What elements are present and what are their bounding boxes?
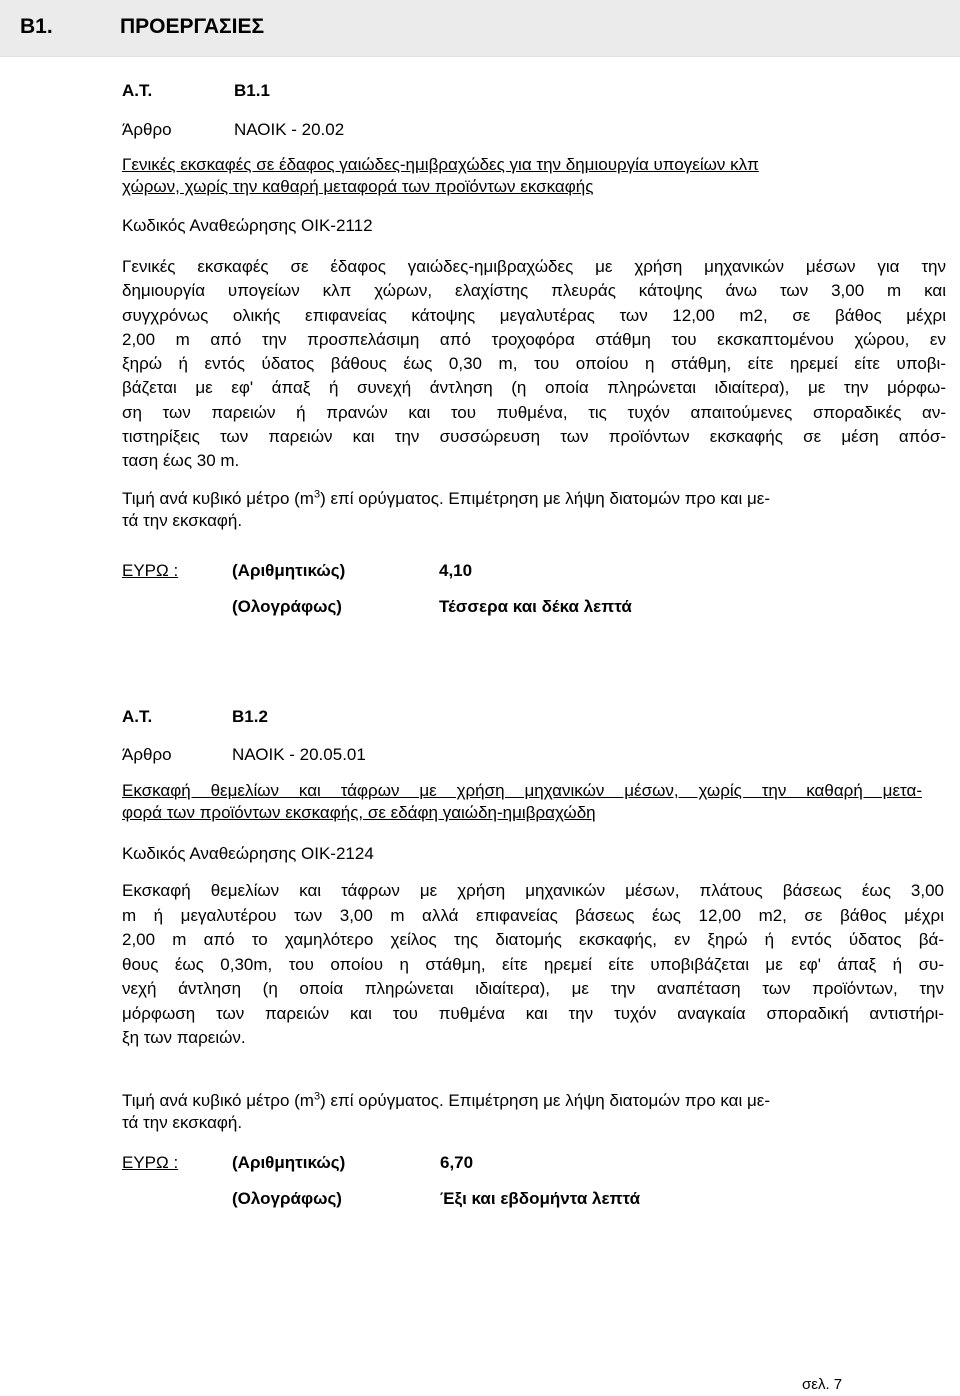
at-label: Α.Τ.	[122, 81, 153, 100]
description-line: ταση έως 30 m.	[122, 451, 240, 471]
page-number: σελ. 7	[802, 1376, 843, 1393]
price-unit-line	[122, 488, 944, 510]
section-number: B1.	[20, 15, 53, 38]
description-line: m ή μεγαλυτέρου των 3,00 m αλλά επιφανείας βάσεως έως 12,00 m2, σε βάθος μέχρι	[122, 905, 944, 925]
price-unit-line	[122, 1090, 944, 1112]
words-value: Έξι και εβδομήντα λεπτά	[440, 1189, 641, 1208]
item-title-line: φορά των προϊόντων εκσκαφής, σε εδάφη γαιώδη-ημιβραχώδη	[122, 803, 596, 822]
numeric-label: (Αριθμητικώς)	[232, 561, 346, 580]
price-unit-text	[122, 488, 770, 510]
price-unit-after: ) επί ορύγματος. Επιμέτρηση με λήψη διατομών προ και με-	[320, 1091, 770, 1110]
section-title: ΠΡΟΕΡΓΑΣΙΕΣ	[120, 15, 265, 38]
price-unit-before: Τιμή ανά κυβικό μέτρο (m	[122, 489, 314, 508]
description-line: 2,00 m από την προσπελάσιμη από τροχοφόρα στάθμη του εκσκαπτομένου χώρου, εν	[122, 329, 946, 349]
euro-label: ΕΥΡΩ :	[122, 561, 179, 580]
article-value: ΝΑΟΙΚ - 20.05.01	[232, 745, 366, 764]
description-line: βάζεται με εφ' άπαξ ή συνεχή άντληση (η οποία πληρώνεται ιδιαίτερα), με την μόρφω-	[122, 378, 946, 398]
description-line: Γενικές εκσκαφές σε έδαφος γαιώδες-ημιβραχώδες με χρήση μηχανικών μέσων για την	[122, 257, 946, 276]
price-unit-line2: τά την εκσκαφή.	[122, 1113, 243, 1132]
item-title-line: χώρων, χωρίς την καθαρή μεταφορά των προϊόντων εκσκαφής	[122, 177, 594, 196]
article-value: ΝΑΟΙΚ - 20.02	[234, 120, 345, 139]
at-value: Β1.1	[234, 81, 270, 100]
description-line: ση των παρειών ή πρανών και του πυθμένα, τις τυχόν απαιτούμενες σποραδικές αν-	[122, 402, 946, 422]
words-value: Τέσσερα και δέκα λεπτά	[439, 597, 632, 616]
numeric-label: (Αριθμητικώς)	[232, 1153, 346, 1172]
at-value: Β1.2	[232, 707, 268, 726]
description-line: τιστηρίξεις των παρειών και την συσσώρευση των προϊόντων εκσκαφής σε μέση απόσ-	[122, 427, 946, 447]
item-title	[122, 154, 942, 198]
revision-code: Κωδικός Αναθεώρησης ΟΙΚ-2124	[122, 844, 374, 863]
words-label: (Ολογράφως)	[232, 1189, 342, 1208]
description-line: μόρφωση των παρειών και του πυθμένα και την τυχόν αναγκαία σποραδική αντιστήρι-	[122, 1003, 944, 1023]
description-line: θους έως 0,30m, του οποίου η στάθμη, είτε ηρεμεί είτε υποβιβάζεται με εφ' άπαξ ή συ-	[122, 954, 944, 974]
item-description	[122, 255, 946, 474]
price-unit-text	[122, 1090, 770, 1112]
description-line: Εκσκαφή θεμελίων και τάφρων με χρήση μηχανικών μέσων, πλάτους βάσεως έως 3,00	[122, 881, 944, 900]
at-label: Α.Τ.	[122, 707, 153, 726]
price-unit-line2: τά την εκσκαφή.	[122, 511, 243, 530]
numeric-value: 4,10	[439, 561, 473, 580]
price-unit-after: ) επί ορύγματος. Επιμέτρηση με λήψη διατομών προ και με-	[320, 489, 770, 508]
euro-label: ΕΥΡΩ :	[122, 1153, 179, 1172]
description-line: νεχή άντληση (η οποία πληρώνεται ιδιαίτερα), με την αναπέταση των προϊόντων, την	[122, 979, 944, 998]
price-unit-sup: 3	[313, 1090, 321, 1103]
description-line: 2,00 m από το χαμηλότερο χείλος της διατομής εκσκαφής, εν ξηρώ ή εντός ύδατος βά-	[122, 930, 944, 949]
numeric-value: 6,70	[440, 1153, 474, 1172]
article-label: Άρθρο	[122, 120, 172, 139]
item-title	[122, 780, 922, 824]
description-line: ξη των παρειών.	[122, 1028, 246, 1047]
revision-code: Κωδικός Αναθεώρησης ΟΙΚ-2112	[122, 216, 373, 235]
section-header	[0, 0, 960, 57]
item-description	[122, 879, 944, 1051]
item-title-line: Γενικές εκσκαφές σε έδαφος γαιώδες-ημιβραχώδες για την δημιουργία υπογείων κλπ	[122, 155, 759, 174]
description-line: συγχρόνως ολικής επιφανείας κάτοψης μεγαλυτέρας των 12,00 m2, σε βάθος μέχρι	[122, 305, 946, 325]
description-line: ξηρώ ή εντός ύδατος βάθους έως 0,30 m, του οποίου η στάθμη, είτε ηρεμεί είτε υποβι-	[122, 354, 946, 374]
article-label: Άρθρο	[122, 745, 172, 764]
description-line: δημιουργία υπογείων κλπ χώρων, ελαχίστης πλευράς κάτοψης άνω των 3,00 m και	[122, 281, 946, 301]
price-unit-sup: 3	[313, 488, 321, 501]
words-label: (Ολογράφως)	[232, 597, 342, 616]
item-title-line: Εκσκαφή θεμελίων και τάφρων με χρήση μηχανικών μέσων, χωρίς την καθαρή μετα-	[122, 781, 922, 800]
price-unit	[122, 488, 944, 532]
price-unit	[122, 1090, 944, 1134]
price-unit-before: Τιμή ανά κυβικό μέτρο (m	[122, 1091, 314, 1110]
